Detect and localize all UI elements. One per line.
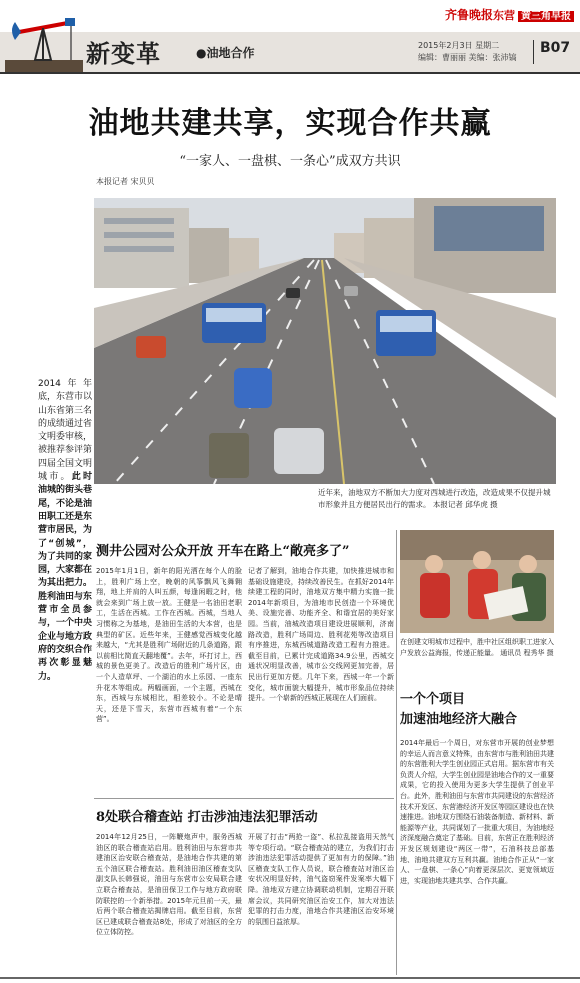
intro-text: 2014年年底，东营市以山东省第三名的成绩通过省文明委审核，被推荐参评第四届全国文明城市。 bbox=[38, 379, 93, 483]
section-1-col-1: 2015年1月1日，新年的阳光洒在每个人的脸上，胜利广场上空，晚朝的风筝飘风飞舞翱翔，地上并肩的人叫五颜，每逢闲暇之时，他就会来到广场上放一放。王健是一名油田老职工，生活在西城。工作在西城。西城，当地人习惯称之为基地，是油田生活的大本营，也是典型的矿区。近些年来，王健感觉西城变化越来越大，“尤其是胜利广场附近的几条道路，跟以前相比简直天翻地覆”。去年，坏打讨上，西城的景色更美了。改造后的胜利广场片区，由一个人造草坪、一个湖泊的水上乐园、一座东升花木等组成。两幅画面，一个主题，西城在东，西城与东城相比，相差较小。不论是晴天，还是下雪天，东营市西城有着“一个东营”。 bbox=[96, 567, 242, 724]
section-1-col-2: 记者了解到，油地合作共建，加快推进城市和基础设施建设，持续改善民生。在抓好2014年续建工程的同时，油地双方集中精力实施一批2014年新项目，为油地市民创造一个环境优美、设施完善、功能齐全、和谐宜居的美好家园。当前，油城改造项目建设进展顺利，济南路改造，胜利广场周边、胜利花苑等改造项目有序推进，东城西城道路改造工程有力推进。截至目前，已累计完成道路34.9公里，西城交通状况明显改善，城市公交线网更加完善，居民出行更加方便。几年下来，西城一年一个新变化，城市面貌大幅提升，城市形象品位持续提升。一个崭新的西城正展现在人们面前。 bbox=[248, 567, 394, 703]
section-heading-3: 一个个项目 加速油地经济大融合 bbox=[400, 692, 518, 727]
masthead-logo bbox=[445, 6, 574, 23]
community-photo bbox=[400, 530, 554, 633]
section-2-col-2: 开展了打击“两抢一盗”、私拉乱接盗用天然气等专项行动。“联合稽查站的建立，为我们打击涉油违法犯罪活动提供了更加有力的保障。”油区稽查支队工作人员说，联合稽查站对油区治安状况明显好转，油气盗窃案件发案率大幅下降。油地双方建立协调联动机制，定期召开联席会议，共同研究油区治安工作，加大对违法犯罪的打击力度，油地合作共建油区治安环境的氛围日益浓厚。 bbox=[248, 833, 394, 926]
masthead-tag: 黄三角早报 bbox=[518, 11, 574, 22]
issue-editors: 编辑：曹丽丽 美编：张沛镐 bbox=[418, 53, 517, 62]
article-headline: 油地共建共享，实现合作共赢 bbox=[88, 106, 492, 141]
section-2-col-1: 2014年12月25日，一阵鞭炮声中，服务西城油区的联合稽查站启用。胜利油田与东营市共建油区治安联合稽查站，是油地合作共建的第五个油区联合稽查站。胜利油田油区稽查支队副支队长韩强说，油田与东营市公安局联合建立联合稽查站，是油田保卫工作与地方政府联防联控的一个新举措。2015年元旦前一天，最后两个联合稽查站揭牌启用。截至目前，东营区已建成联合稽查站8处，形成了对油区的全方位立体防控。 bbox=[96, 833, 242, 937]
header-rule bbox=[0, 72, 580, 74]
masthead-subbrand: 东营 bbox=[493, 9, 515, 22]
article-byline: 本报记者 宋贝贝 bbox=[96, 177, 155, 186]
section-divider bbox=[94, 798, 394, 799]
community-photo-caption: 在创建文明城市过程中，胜中社区组织职工进家入户发放公益海报，传递正能量。 通讯员 程秀华 摄 bbox=[400, 638, 554, 657]
page-number: B07 bbox=[540, 40, 571, 56]
oil-pump-icon bbox=[5, 8, 83, 72]
section-subtitle: ●油地合作 bbox=[196, 46, 255, 60]
photo-caption: 近年来，油地双方不断加大力度对西城进行改造，改造成果不仅提升城市形象并且方便居民出行的需求。 本报记者 邱华虎 摄 bbox=[318, 488, 551, 509]
column-divider bbox=[396, 530, 397, 975]
section-3-col-1: 2014年最后一个周日，对东营市开展的创业梦想的幸运人而言意义特殊，由东营市与胜利油田共建的东营胜利大学生创业园正式启用。据东营市有关负责人介绍，大学生创业园是油地合作的又一重要成果，它的投入使用为更多大学生提供了创业平台。此外，胜利油田与东营市共同建设的东营经济技术开发区、东营港经济开发区等园区建设也在快速推进。油地双方围绕石油装备制造、新材料、新能源等产业，共同谋划了一批重大项目，为油地经济深度融合奠定了基础。目前，东营正在胜利经济开发区规划建设“两区一带”，石油科技总部基地、油地共建双方互利共赢。油地合作正从“一家人、一盘棋、一条心”向着更深层次、更宽领域迈进，实现油地共建共享、合作共赢。 bbox=[400, 739, 554, 885]
section-heading-1: 测井公园对公众开放 开车在路上“敞亮多了” bbox=[96, 544, 350, 559]
section-title: 新变革 bbox=[86, 39, 161, 68]
page-bottom-rule bbox=[0, 977, 580, 979]
intro-column bbox=[38, 378, 92, 684]
issue-date: 2015年2月3日 星期二 bbox=[418, 41, 500, 50]
street-photo bbox=[94, 198, 556, 484]
page-separator bbox=[533, 40, 534, 64]
page-header bbox=[0, 0, 580, 72]
intro-bold-text: 此时油城的街头巷尾，不论是油田职工还是东营市居民，为了“创城”，为了共同的家园，大家都在为其出把力。胜利油田与东营市全员参与，一个中央企业与地方政府的交织合作再次彰显魅力。 bbox=[38, 472, 93, 682]
section-heading-2: 8处联合稽查站 打击涉油违法犯罪活动 bbox=[96, 810, 318, 825]
issue-info bbox=[418, 40, 538, 64]
masthead-brand: 齐鲁晚报 bbox=[444, 8, 493, 22]
article-subhead: “一家人、一盘棋、一条心”成双方共识 bbox=[179, 154, 401, 169]
